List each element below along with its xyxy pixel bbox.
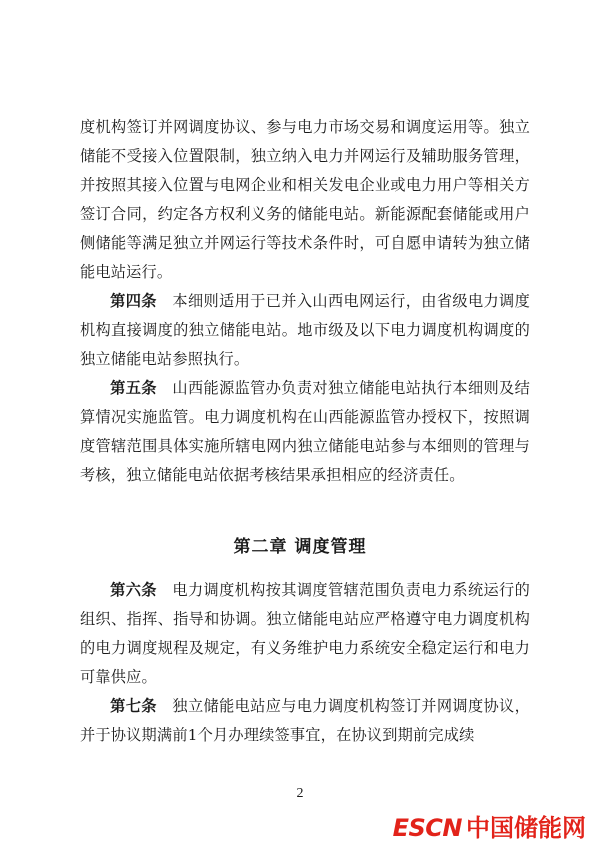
watermark-name: 中国储能网	[466, 814, 586, 842]
chapter-title: 第二章 调度管理	[233, 537, 367, 557]
article-4	[80, 287, 530, 374]
article-5	[80, 374, 530, 519]
watermark-brand: ESCN	[392, 814, 462, 842]
article-7-text: 独立储能电站应与电力调度机构签订并网调度协议，并于协议期满前1个月办理续签事宜，在协议到期前完成续	[80, 697, 530, 744]
article-6-text: 电力调度机构按其调度管辖范围负责电力系统运行的组织、指挥、指导和协调。独立储能电站应严格遵守电力调度机构的电力调度规程及规定，有义务维护电力系统安全稳定运行和电力可靠供应。	[80, 581, 530, 686]
article-6-label: 第六条	[110, 581, 157, 599]
article-6	[80, 576, 530, 692]
intro-paragraph-text: 度机构签订并网调度协议、参与电力市场交易和调度运用等。独立储能不受接入位置限制，独立纳入电力并网运行及辅助服务管理，并按照其接入位置与电网企业和相关发电企业或电力用户等相关方签订合同，约定各方权利义务的储能电站。新能源配套储能或用户侧储能等满足独立并网运行等技术条件时，可自愿申请转为独立储能电站运行。	[80, 118, 530, 281]
article-4-label: 第四条	[110, 292, 157, 310]
article-5-label: 第五条	[110, 379, 157, 397]
article-4-text: 本细则适用于已并入山西电网运行，由省级电力调度机构直接调度的独立储能电站。地市级及以下电力调度机构调度的独立储能电站参照执行。	[80, 292, 530, 368]
escn-watermark	[393, 808, 586, 843]
article-5-text: 山西能源监管办负责对独立储能电站执行本细则及结算情况实施监管。电力调度机构在山西能源监管办授权下，按照调度管辖范围具体实施所辖电网内独立储能电站参与本细则的管理与考核，独立储能电站依据考核结果承担相应的经济责任。	[80, 379, 530, 484]
article-7-label: 第七条	[110, 697, 157, 715]
intro-paragraph	[80, 113, 530, 287]
article-7	[80, 692, 530, 750]
page-number: 2	[296, 786, 304, 801]
